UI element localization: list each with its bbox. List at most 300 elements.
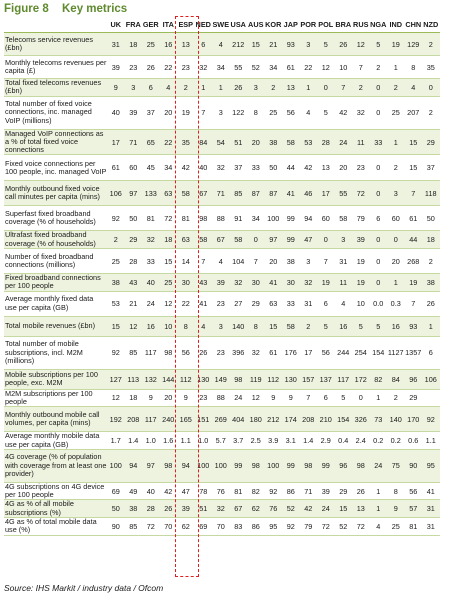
cell-por: 1.4	[300, 432, 318, 450]
cell-nga: 33	[370, 129, 388, 155]
cell-uk: 2	[107, 231, 125, 249]
cell-rus: 254	[352, 336, 370, 369]
cell-pol: 28	[317, 129, 335, 155]
cell-ger: 28	[142, 500, 160, 518]
cell-swe: 88	[212, 206, 230, 231]
cell-swe: 54	[212, 129, 230, 155]
cell-chn: 1357	[405, 336, 423, 369]
cell-rus: 12	[352, 33, 370, 56]
cell-nga: 0	[370, 231, 388, 249]
cell-jap: 58	[282, 129, 300, 155]
cell-ned: 98	[195, 206, 213, 231]
column-header-ita: ITA	[160, 17, 178, 33]
cell-jap: 41	[282, 181, 300, 206]
cell-uk: 53	[107, 291, 125, 316]
cell-nga: 24	[370, 449, 388, 482]
row-label: Mobile subscriptions per 100 people, exc. M2M	[4, 369, 107, 389]
cell-bra: 15	[335, 500, 353, 518]
cell-aus: 8	[247, 316, 265, 336]
cell-swe: 23	[212, 291, 230, 316]
row-label: Monthly outbound fixed voice call minutes per capita (mins)	[4, 181, 107, 206]
cell-bra: 55	[335, 181, 353, 206]
cell-ger: 45	[142, 155, 160, 181]
cell-bra: 0.4	[335, 432, 353, 450]
cell-ned: 51	[195, 500, 213, 518]
cell-rus: 72	[352, 181, 370, 206]
cell-nga: 0.0	[370, 291, 388, 316]
row-label: Fixed voice connections per 100 people, inc. managed VoIP	[4, 155, 107, 181]
cell-chn: 4	[405, 79, 423, 97]
cell-usa: 81	[230, 482, 248, 500]
cell-aus: 20	[247, 129, 265, 155]
cell-aus: 98	[247, 449, 265, 482]
cell-bra: 154	[335, 407, 353, 432]
cell-ita: 26	[160, 500, 178, 518]
cell-pol: 6	[317, 291, 335, 316]
cell-rus: 19	[352, 274, 370, 292]
cell-pol: 99	[317, 449, 335, 482]
cell-ned: 23	[195, 389, 213, 407]
row-label: Telecoms service revenues (£bn)	[4, 33, 107, 56]
cell-ind: 8	[387, 482, 405, 500]
cell-nga: 73	[370, 407, 388, 432]
column-header-chn: CHN	[405, 17, 423, 33]
cell-rus: 23	[352, 155, 370, 181]
cell-usa: 67	[230, 500, 248, 518]
cell-fra: 49	[125, 482, 143, 500]
cell-usa: 27	[230, 291, 248, 316]
cell-kor: 97	[265, 231, 283, 249]
figure-title	[4, 3, 127, 15]
cell-nzd: 118	[422, 181, 440, 206]
cell-kor: 92	[265, 482, 283, 500]
cell-kor: 38	[265, 129, 283, 155]
cell-por: 42	[300, 155, 318, 181]
cell-ita: 10	[160, 316, 178, 336]
cell-por: 17	[300, 336, 318, 369]
column-header-swe: SWE	[212, 17, 230, 33]
cell-chn: 61	[405, 206, 423, 231]
cell-nga: 1	[370, 500, 388, 518]
cell-uk: 40	[107, 96, 125, 129]
cell-bra: 5	[335, 389, 353, 407]
cell-ind: 25	[387, 96, 405, 129]
cell-chn: 44	[405, 231, 423, 249]
cell-por: 32	[300, 274, 318, 292]
row-label: Average monthly mobile data use per capita (GB)	[4, 432, 107, 450]
cell-nzd: 35	[422, 56, 440, 79]
column-header-rus: RUS	[352, 17, 370, 33]
cell-kor: 95	[265, 518, 283, 536]
cell-jap: 44	[282, 155, 300, 181]
cell-chn: 8	[405, 56, 423, 79]
cell-uk: 92	[107, 206, 125, 231]
cell-uk: 1.7	[107, 432, 125, 450]
figure-number: Figure 8	[4, 3, 49, 15]
column-header-esp: ESP	[177, 17, 195, 33]
cell-ger: 40	[142, 482, 160, 500]
cell-nga: 82	[370, 369, 388, 389]
cell-esp: 35	[177, 129, 195, 155]
cell-ita: 16	[160, 33, 178, 56]
column-header-nzd: NZD	[422, 17, 440, 33]
table-row	[4, 129, 440, 155]
cell-esp: 30	[177, 274, 195, 292]
cell-chn: 7	[405, 291, 423, 316]
row-label: 4G subscriptions on 4G device per 100 people	[4, 482, 107, 500]
cell-por: 46	[300, 181, 318, 206]
cell-chn: 57	[405, 500, 423, 518]
cell-ind: 2	[387, 389, 405, 407]
cell-aus: 87	[247, 181, 265, 206]
cell-nga: 1	[370, 482, 388, 500]
cell-uk: 50	[107, 500, 125, 518]
cell-chn: 0.6	[405, 432, 423, 450]
cell-nga: 0	[370, 249, 388, 274]
cell-nzd: 18	[422, 231, 440, 249]
cell-swe: 67	[212, 231, 230, 249]
cell-fra: 3	[125, 79, 143, 97]
cell-ger: 33	[142, 249, 160, 274]
cell-ita: 72	[160, 206, 178, 231]
cell-nzd: 1.1	[422, 432, 440, 450]
cell-ned: 41	[195, 291, 213, 316]
cell-swe: 88	[212, 389, 230, 407]
cell-pol: 5	[317, 33, 335, 56]
cell-aus: 29	[247, 291, 265, 316]
cell-pol: 5	[317, 316, 335, 336]
column-header-uk: UK	[107, 17, 125, 33]
cell-chn: 129	[405, 33, 423, 56]
cell-chn: 207	[405, 96, 423, 129]
cell-aus: 34	[247, 206, 265, 231]
cell-ind: 140	[387, 407, 405, 432]
cell-nzd: 2	[422, 33, 440, 56]
cell-aus: 33	[247, 155, 265, 181]
cell-rus: 79	[352, 206, 370, 231]
cell-nga: 2	[370, 56, 388, 79]
cell-chn: 7	[405, 181, 423, 206]
cell-ind: 1	[387, 56, 405, 79]
cell-swe: 76	[212, 482, 230, 500]
cell-jap: 130	[282, 369, 300, 389]
column-header-aus: AUS	[247, 17, 265, 33]
cell-ind: 75	[387, 449, 405, 482]
cell-usa: 37	[230, 155, 248, 181]
cell-esp: 19	[177, 96, 195, 129]
cell-jap: 30	[282, 274, 300, 292]
cell-pol: 19	[317, 274, 335, 292]
row-label: 4G coverage (% of population with coverage from at least one provider)	[4, 449, 107, 482]
cell-esp: 13	[177, 33, 195, 56]
cell-esp: 58	[177, 181, 195, 206]
cell-pol: 0	[317, 79, 335, 97]
row-label: Monthly telecoms revenues per capita (£)	[4, 56, 107, 79]
cell-por: 2	[300, 316, 318, 336]
cell-jap: 176	[282, 336, 300, 369]
cell-usa: 104	[230, 249, 248, 274]
cell-uk: 127	[107, 369, 125, 389]
row-label: Average monthly fixed data use per capita (GB)	[4, 291, 107, 316]
cell-ind: 25	[387, 518, 405, 536]
row-label: Total number of mobile subscriptions, incl. M2M (millions)	[4, 336, 107, 369]
cell-swe: 149	[212, 369, 230, 389]
table-row	[4, 518, 440, 536]
cell-nzd: 2	[422, 96, 440, 129]
cell-ita: 42	[160, 482, 178, 500]
cell-kor: 100	[265, 449, 283, 482]
cell-usa: 91	[230, 206, 248, 231]
cell-por: 1	[300, 79, 318, 97]
cell-nzd: 26	[422, 291, 440, 316]
cell-ned: 69	[195, 518, 213, 536]
cell-nga: 0.2	[370, 432, 388, 450]
cell-ned: 1.0	[195, 432, 213, 450]
cell-esp: 56	[177, 336, 195, 369]
cell-esp: 94	[177, 449, 195, 482]
cell-kor: 87	[265, 181, 283, 206]
cell-esp: 112	[177, 369, 195, 389]
cell-ned: 7	[195, 96, 213, 129]
cell-aus: 0	[247, 231, 265, 249]
cell-kor: 2	[265, 79, 283, 97]
cell-rus: 0	[352, 389, 370, 407]
cell-aus: 15	[247, 33, 265, 56]
cell-uk: 92	[107, 336, 125, 369]
cell-uk: 106	[107, 181, 125, 206]
cell-jap: 93	[282, 33, 300, 56]
cell-nzd: 106	[422, 369, 440, 389]
cell-esp: 39	[177, 500, 195, 518]
cell-aus: 180	[247, 407, 265, 432]
cell-esp: 2	[177, 79, 195, 97]
cell-bra: 42	[335, 96, 353, 129]
column-header-usa: USA	[230, 17, 248, 33]
cell-ger: 81	[142, 206, 160, 231]
row-label: Superfast fixed broadband coverage (% of households)	[4, 206, 107, 231]
table-row	[4, 79, 440, 97]
cell-bra: 52	[335, 518, 353, 536]
cell-pol: 56	[317, 336, 335, 369]
cell-ita: 98	[160, 449, 178, 482]
cell-chn: 268	[405, 249, 423, 274]
cell-aus: 52	[247, 56, 265, 79]
cell-rus: 2.4	[352, 432, 370, 450]
cell-esp: 1.1	[177, 432, 195, 450]
row-label: Total number of fixed voice connections, inc. managed VoIP (millions)	[4, 96, 107, 129]
cell-uk: 9	[107, 79, 125, 97]
cell-swe: 4	[212, 249, 230, 274]
cell-aus: 82	[247, 482, 265, 500]
cell-jap: 92	[282, 518, 300, 536]
cell-pol: 0	[317, 231, 335, 249]
cell-aus: 86	[247, 518, 265, 536]
cell-esp: 81	[177, 206, 195, 231]
cell-jap: 174	[282, 407, 300, 432]
cell-nzd: 31	[422, 518, 440, 536]
cell-chn: 56	[405, 482, 423, 500]
row-label: Ultrafast fixed broadband coverage (% of households)	[4, 231, 107, 249]
cell-ned: 78	[195, 482, 213, 500]
cell-nga: 0	[370, 181, 388, 206]
cell-ned: 43	[195, 274, 213, 292]
cell-esp: 42	[177, 155, 195, 181]
cell-nga: 1	[370, 389, 388, 407]
cell-kor: 3.9	[265, 432, 283, 450]
cell-aus: 119	[247, 369, 265, 389]
cell-ita: 63	[160, 181, 178, 206]
cell-fra: 85	[125, 518, 143, 536]
cell-jap: 99	[282, 231, 300, 249]
cell-ind: 0	[387, 231, 405, 249]
cell-por: 208	[300, 407, 318, 432]
cell-chn: 170	[405, 407, 423, 432]
cell-bra: 117	[335, 369, 353, 389]
cell-kor: 34	[265, 56, 283, 79]
cell-pol: 72	[317, 518, 335, 536]
cell-ind: 60	[387, 206, 405, 231]
cell-fra: 60	[125, 155, 143, 181]
cell-swe: 3	[212, 316, 230, 336]
cell-chn: 96	[405, 369, 423, 389]
cell-pol: 13	[317, 155, 335, 181]
cell-esp: 14	[177, 249, 195, 274]
cell-aus: 2.5	[247, 432, 265, 450]
cell-nga: 5	[370, 33, 388, 56]
cell-kor: 15	[265, 316, 283, 336]
cell-ind: 1	[387, 274, 405, 292]
cell-kor: 9	[265, 389, 283, 407]
cell-ger: 16	[142, 316, 160, 336]
cell-fra: 1.4	[125, 432, 143, 450]
cell-por: 98	[300, 449, 318, 482]
cell-esp: 165	[177, 407, 195, 432]
cell-ned: 67	[195, 181, 213, 206]
cell-aus: 62	[247, 500, 265, 518]
cell-jap: 86	[282, 482, 300, 500]
cell-nzd: 31	[422, 500, 440, 518]
cell-fra: 94	[125, 449, 143, 482]
cell-nga: 0	[370, 96, 388, 129]
cell-ned: 40	[195, 155, 213, 181]
row-label: Managed VoIP connections as a % of total fixed voice connections	[4, 129, 107, 155]
cell-swe: 269	[212, 407, 230, 432]
table-row	[4, 56, 440, 79]
cell-nzd: 1	[422, 316, 440, 336]
cell-pol: 24	[317, 500, 335, 518]
cell-kor: 20	[265, 249, 283, 274]
cell-bra: 7	[335, 79, 353, 97]
cell-bra: 24	[335, 129, 353, 155]
cell-bra: 4	[335, 291, 353, 316]
cell-nzd: 50	[422, 206, 440, 231]
table-row	[4, 336, 440, 369]
cell-chn: 90	[405, 449, 423, 482]
cell-fra: 43	[125, 274, 143, 292]
cell-ita: 240	[160, 407, 178, 432]
cell-uk: 69	[107, 482, 125, 500]
cell-nga: 0	[370, 155, 388, 181]
cell-jap: 61	[282, 56, 300, 79]
column-header-ned: NED	[195, 17, 213, 33]
cell-rus: 7	[352, 56, 370, 79]
cell-swe: 39	[212, 274, 230, 292]
cell-fra: 39	[125, 96, 143, 129]
column-header-ind: IND	[387, 17, 405, 33]
cell-ita: 20	[160, 96, 178, 129]
column-header-fra: FRA	[125, 17, 143, 33]
cell-usa: 24	[230, 389, 248, 407]
cell-esp: 62	[177, 518, 195, 536]
cell-jap: 38	[282, 249, 300, 274]
cell-usa: 122	[230, 96, 248, 129]
cell-ger: 117	[142, 336, 160, 369]
cell-ita: 20	[160, 389, 178, 407]
cell-rus: 26	[352, 482, 370, 500]
cell-fra: 85	[125, 336, 143, 369]
cell-ger: 132	[142, 369, 160, 389]
cell-nga: 0	[370, 274, 388, 292]
cell-por: 94	[300, 206, 318, 231]
cell-uk: 25	[107, 249, 125, 274]
cell-nzd: 0	[422, 79, 440, 97]
cell-uk: 61	[107, 155, 125, 181]
table-row	[4, 369, 440, 389]
cell-ita: 70	[160, 518, 178, 536]
cell-rus: 32	[352, 96, 370, 129]
cell-ger: 117	[142, 407, 160, 432]
cell-bra: 31	[335, 249, 353, 274]
cell-bra: 29	[335, 482, 353, 500]
cell-aus: 3	[247, 79, 265, 97]
cell-pol: 6	[317, 389, 335, 407]
cell-fra: 21	[125, 291, 143, 316]
cell-ger: 9	[142, 389, 160, 407]
cell-ned: 4	[195, 316, 213, 336]
cell-swe: 3	[212, 96, 230, 129]
cell-ind: 0.2	[387, 432, 405, 450]
cell-usa: 98	[230, 369, 248, 389]
cell-uk: 100	[107, 449, 125, 482]
table-row	[4, 316, 440, 336]
cell-rus: 326	[352, 407, 370, 432]
cell-swe: 1	[212, 79, 230, 97]
cell-ned: 1	[195, 79, 213, 97]
table-row	[4, 249, 440, 274]
cell-chn: 15	[405, 155, 423, 181]
cell-kor: 100	[265, 206, 283, 231]
cell-ita: 22	[160, 129, 178, 155]
cell-ned: 58	[195, 231, 213, 249]
cell-usa: 404	[230, 407, 248, 432]
cell-nga: 154	[370, 336, 388, 369]
cell-ita: 144	[160, 369, 178, 389]
cell-fra: 208	[125, 407, 143, 432]
cell-ger: 72	[142, 518, 160, 536]
cell-pol: 2.9	[317, 432, 335, 450]
cell-ita: 18	[160, 231, 178, 249]
cell-ger: 32	[142, 231, 160, 249]
row-label: Total mobile revenues (£bn)	[4, 316, 107, 336]
table-row	[4, 206, 440, 231]
cell-nzd: 95	[422, 449, 440, 482]
cell-por: 42	[300, 500, 318, 518]
cell-pol: 137	[317, 369, 335, 389]
cell-kor: 41	[265, 274, 283, 292]
cell-ger: 133	[142, 181, 160, 206]
cell-ger: 1.0	[142, 432, 160, 450]
cell-usa: 83	[230, 518, 248, 536]
